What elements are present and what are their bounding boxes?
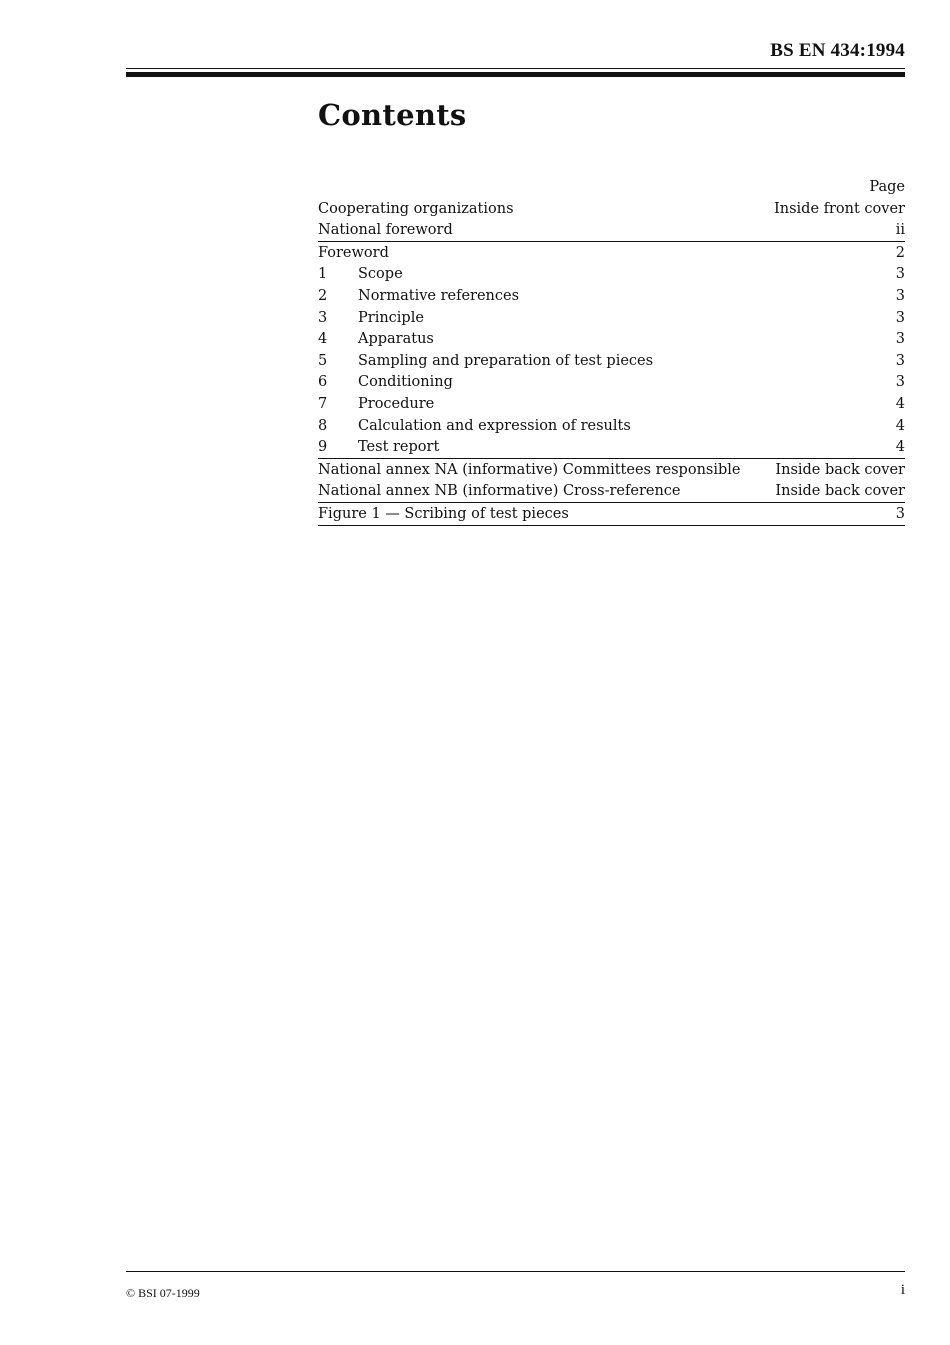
header-thin-rule — [126, 68, 905, 69]
footer-rule — [126, 1271, 905, 1272]
toc-entry-annex-na[interactable] — [318, 460, 905, 482]
toc-entry-page: Inside back cover — [775, 483, 905, 500]
toc-entry-page: 4 — [895, 439, 905, 456]
toc-entry-title: Cooperating organizations — [318, 200, 514, 217]
toc-entry-page: ii — [895, 222, 905, 239]
toc-page-heading-row — [318, 177, 905, 199]
toc-entry-page: 2 — [895, 244, 905, 261]
toc-entry-number: 7 — [318, 395, 328, 412]
toc-entry-national-foreword[interactable] — [318, 220, 905, 242]
toc-entry-title: National foreword — [318, 222, 453, 239]
toc-entry-page: 3 — [895, 331, 905, 348]
toc-entry-apparatus[interactable] — [318, 329, 905, 351]
toc-entry-title: Principle — [358, 309, 424, 326]
toc-entry-conditioning[interactable] — [318, 372, 905, 394]
header-thick-rule — [126, 72, 905, 77]
toc-entry-figure-1[interactable] — [318, 504, 905, 526]
toc-entry-page: 3 — [895, 287, 905, 304]
toc-entry-number: 4 — [318, 331, 328, 348]
toc-entry-title: National annex NA (informative) Committees responsible — [318, 461, 741, 478]
toc-page-column-heading: Page — [869, 179, 905, 195]
toc-entry-number: 8 — [318, 417, 328, 434]
toc-entry-title: National annex NB (informative) Cross-reference — [318, 483, 681, 500]
toc-entry-page: Inside front cover — [774, 200, 905, 217]
toc-entry-title: Figure 1 — Scribing of test pieces — [318, 505, 569, 522]
toc-entry-number: 9 — [318, 439, 328, 456]
document-identifier: BS EN 434:1994 — [770, 40, 905, 61]
toc-entry-page: 4 — [895, 395, 905, 412]
page-number: i — [900, 1282, 905, 1298]
toc-entry-title: Scope — [358, 266, 403, 283]
toc-entry-number: 2 — [318, 287, 328, 304]
toc-entry-number: 5 — [318, 352, 328, 369]
toc-entry-page: 3 — [895, 505, 905, 522]
toc-entry-page: 4 — [895, 417, 905, 434]
toc-entry-sampling[interactable] — [318, 351, 905, 373]
copyright-notice: © BSI 07-1999 — [126, 1286, 200, 1300]
toc-entry-cooperating-organizations[interactable] — [318, 199, 905, 221]
toc-entry-test-report[interactable] — [318, 437, 905, 459]
toc-entry-number: 1 — [318, 266, 328, 283]
toc-entry-calculation[interactable] — [318, 416, 905, 438]
toc-entry-title: Foreword — [318, 244, 389, 261]
toc-entry-scope[interactable] — [318, 264, 905, 286]
toc-entry-title: Procedure — [358, 395, 435, 412]
page-title: Contents — [318, 98, 467, 132]
toc-entry-title: Calculation and expression of results — [358, 417, 631, 434]
toc-entry-title: Apparatus — [358, 331, 434, 348]
table-of-contents — [318, 177, 905, 526]
toc-entry-title: Normative references — [358, 287, 520, 304]
toc-entry-annex-nb[interactable] — [318, 481, 905, 503]
toc-entry-page: 3 — [895, 309, 905, 326]
toc-entry-title: Test report — [358, 439, 440, 456]
toc-entry-page: Inside back cover — [775, 461, 905, 478]
toc-entry-page: 3 — [895, 374, 905, 391]
toc-entry-normative-references[interactable] — [318, 286, 905, 308]
toc-entry-number: 6 — [318, 374, 328, 391]
toc-entry-principle[interactable] — [318, 308, 905, 330]
toc-entry-title: Sampling and preparation of test pieces — [358, 352, 654, 369]
toc-entry-number: 3 — [318, 309, 328, 326]
toc-entry-title: Conditioning — [358, 374, 453, 391]
toc-entry-foreword[interactable] — [318, 243, 905, 265]
toc-entry-procedure[interactable] — [318, 394, 905, 416]
toc-entry-page: 3 — [895, 352, 905, 369]
toc-entry-page: 3 — [895, 266, 905, 283]
